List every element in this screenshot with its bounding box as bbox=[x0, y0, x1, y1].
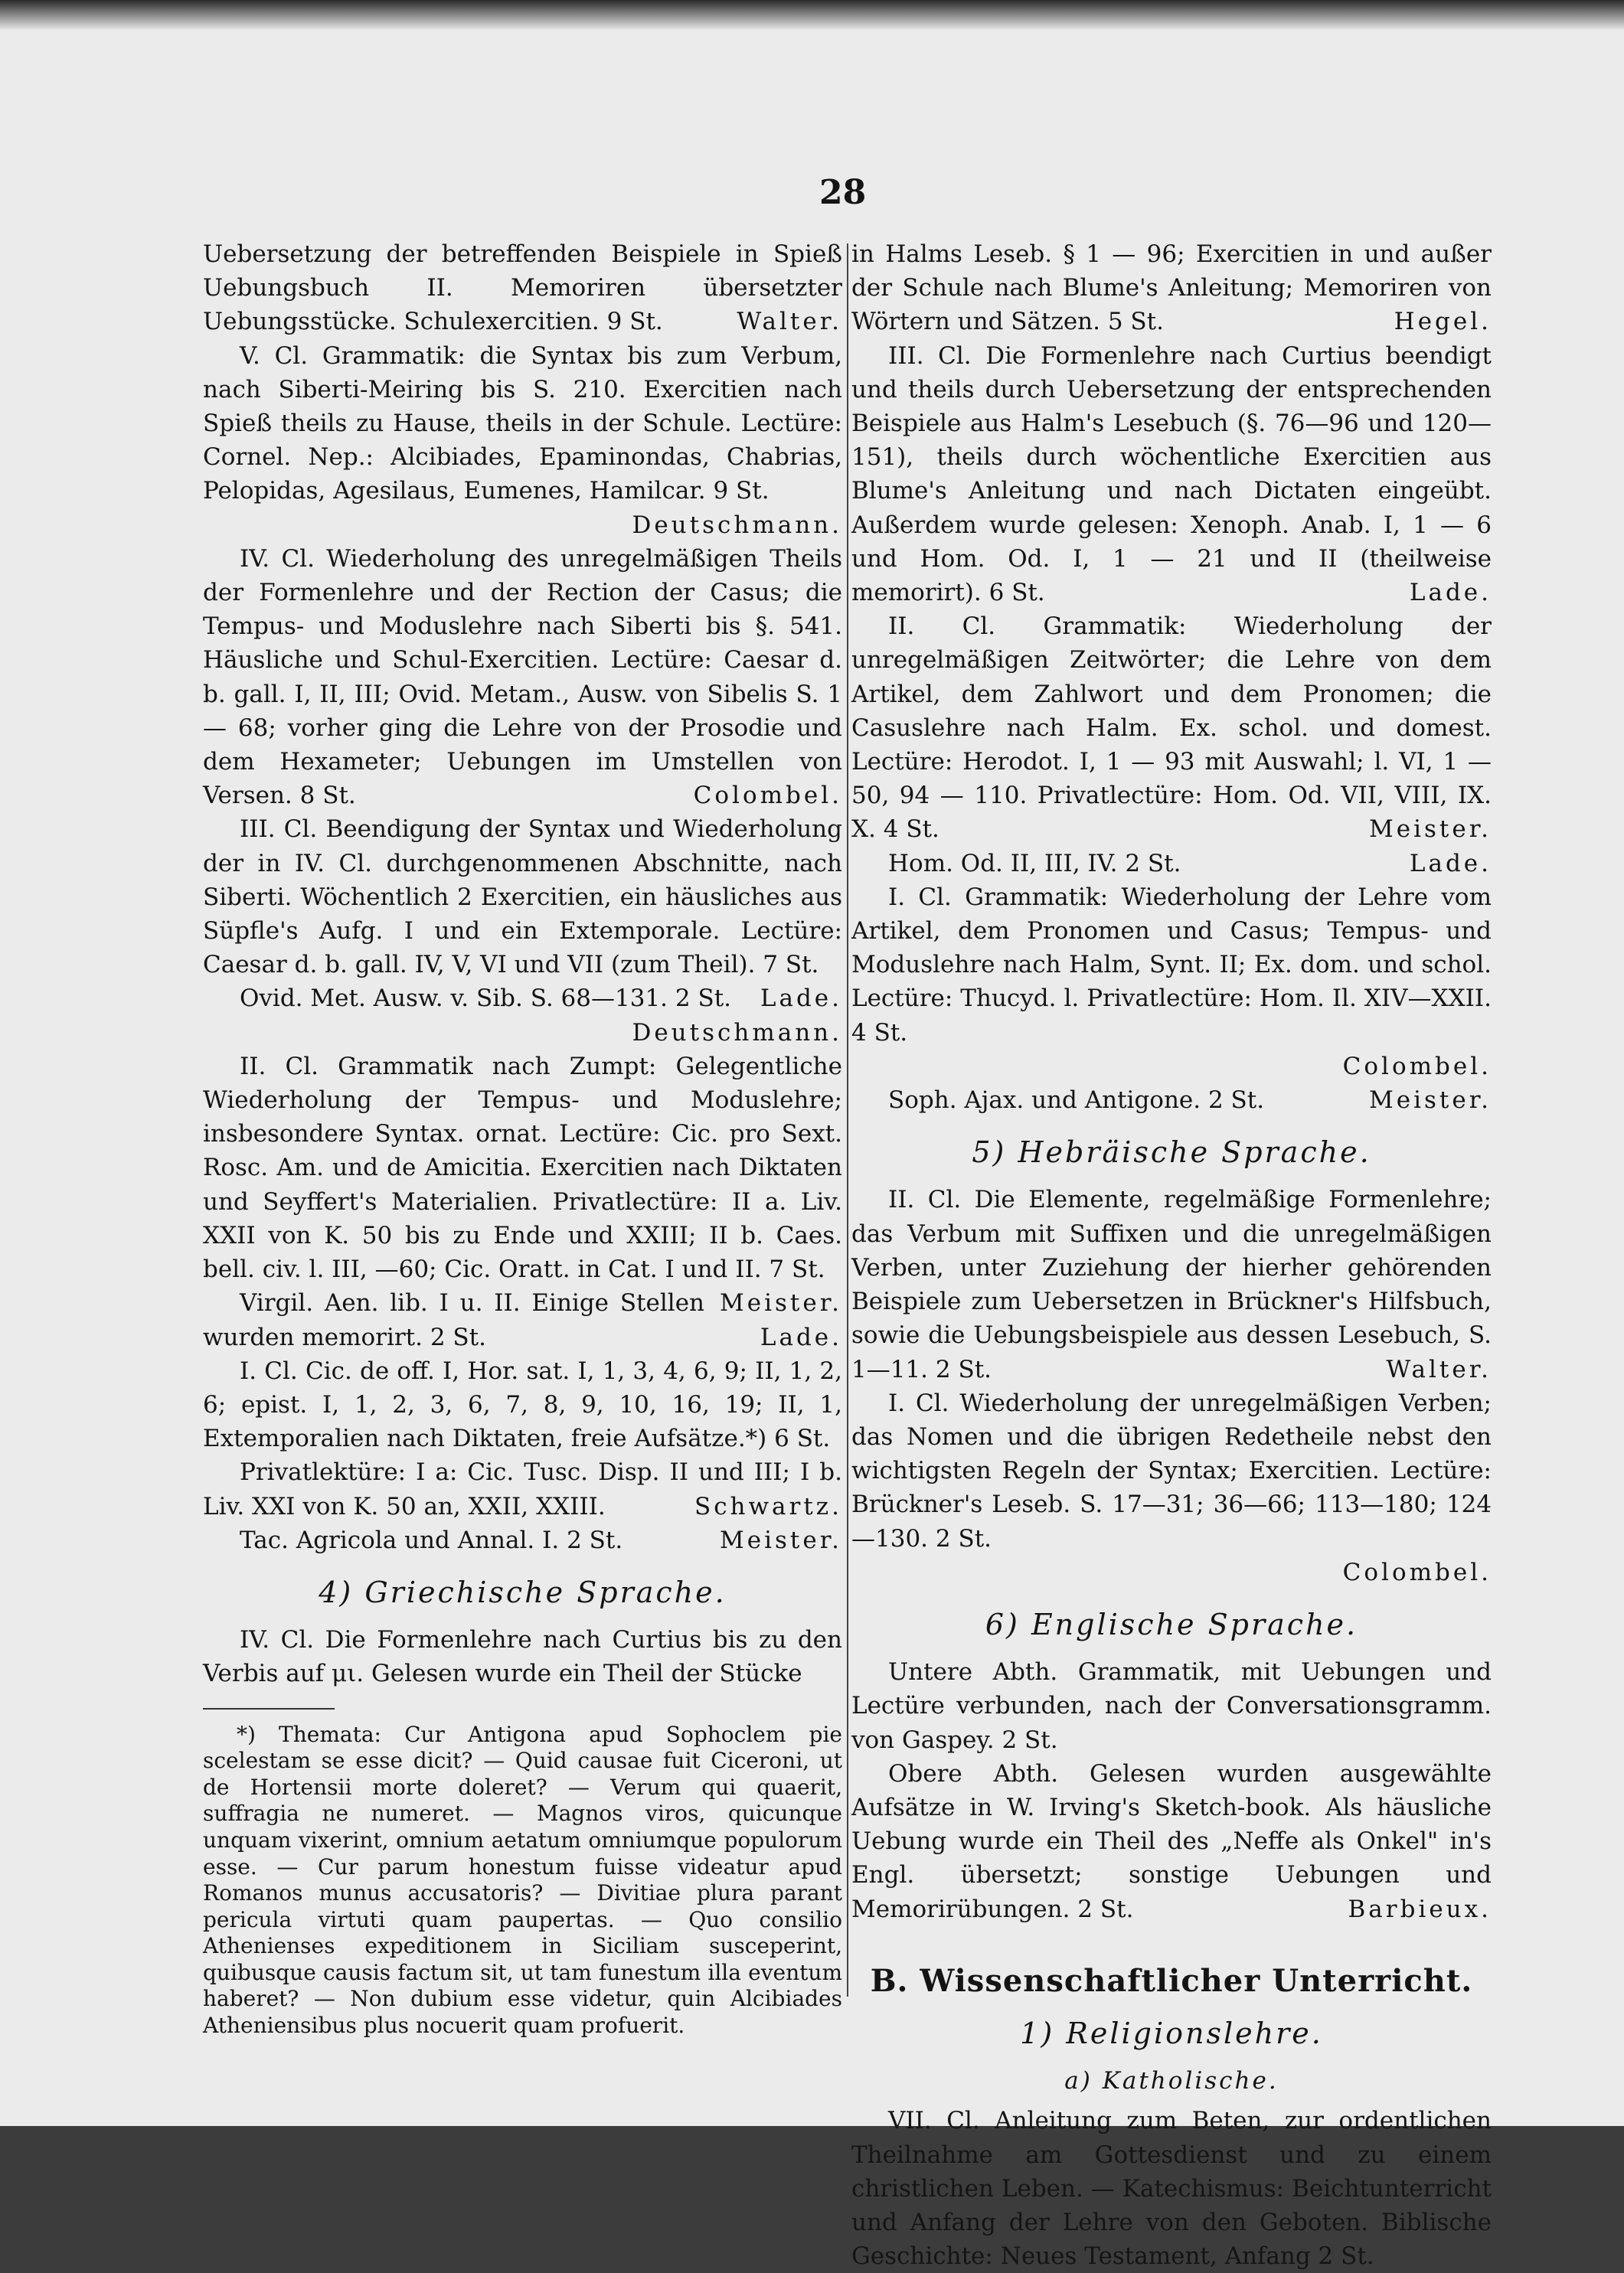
paragraph: III. Cl. Beendigung der Syntax und Wiederholung der in IV. Cl. durchgenommenen Abschnitte, nach Siberti. Wöchentlich 2 Exercitien, ein häusliches aus Süpfle's Aufg. I und ein Extemporale. Lectüre: Caesar d. b. gall. IV, V, VI und VII (zum Theil). 7 St. Lade. bbox=[203, 812, 842, 981]
teacher-signature: Meister. bbox=[720, 1289, 842, 1318]
teacher-signature: Hegel. bbox=[1394, 308, 1492, 336]
teacher-signature: Colombel. bbox=[693, 782, 842, 810]
paragraph: in Halms Leseb. § 1 — 96; Exercitien in und außer der Schule nach Blume's Anleitung; Memoriren von Wörtern und Sätzen. 5 St. Hegel. bbox=[851, 237, 1492, 339]
paragraph: Untere Abth. Grammatik, mit Uebungen und Lectüre verbunden, nach der Conversationsgramm. von Gaspey. 2 St. bbox=[851, 1658, 1492, 1754]
paragraph: IV. Cl. Wiederholung des unregelmäßigen Theils der Formenlehre und der Rection der Casus; die Tempus- und Moduslehre nach Siberti bis §. 541. Häusliche und Schul-Exercitien. Lectüre: Caesar d. b. gall. I, II, III; Ovid. Metam., Ausw. von Sibelis S. 1 — 68; vorher ging die Lehre von der Prosodie und dem Hexameter; Uebungen im Umstellen von Versen. 8 St. Colombel. bbox=[203, 542, 842, 813]
teacher-signature: Meister. bbox=[720, 1526, 842, 1554]
teacher-signature: Lade. bbox=[760, 1323, 842, 1351]
paragraph: IV. Cl. Die Formenlehre nach Curtius bis zu den Verbis auf μι. Gelesen wurde ein Theil der Stücke bbox=[203, 1626, 842, 1688]
subheading-catholic: a) Katholische. bbox=[1064, 2067, 1279, 2095]
paragraph: Ovid. Met. Ausw. v. Sib. S. 68—131. 2 St. bbox=[240, 985, 732, 1013]
paragraph: II. Cl. Grammatik nach Zumpt: Gelegentliche Wiederholung der Tempus- und Moduslehre; insbesondere Syntax. ornat. Lectüre: Cic. pro Sext. Rosc. Am. und de Amicitia. Exercitien nach Diktaten und Seyffert's Materialien. Privatlectüre: II a. Liv. XXII von K. 50 bis zu Ende und XXIII; II b. Caes. bell. civ. l. III, —60; Cic. Oratt. in Cat. I und II. 7 St. Meister. bbox=[203, 1050, 842, 1286]
paragraph: Tac. Agricola und Annal. I. 2 St. Meister. bbox=[203, 1523, 842, 1557]
teacher-signature: Meister. bbox=[1369, 1086, 1492, 1115]
page-number: 28 bbox=[819, 173, 867, 212]
paragraph: Hom. Od. II, III, IV. 2 St. Lade. bbox=[851, 847, 1492, 880]
paragraph: I. Cl. Grammatik: Wiederholung der Lehre vom Artikel, dem Pronomen und Casus; Tempus- und Moduslehre nach Halm, Synt. II; Ex. dom. und schol. Lectüre: Thucyd. l. Privatlectüre: Hom. Il. XIV—XXII. 4 St. bbox=[851, 883, 1492, 1047]
paragraph: II. Cl. Grammatik: Wiederholung der unregelmäßigen Zeitwörter; die Lehre von dem Artikel, dem Zahlwort und dem Pronomen; die Casuslehre nach Halm. Ex. schol. und domest. Lectüre: Herodot. I, 1 — 93 mit Auswahl; l. VI, 1 — 50, 94 — 110. Privatlectüre: Hom. Od. VII, VIII, IX. X. 4 St. Meister. bbox=[851, 609, 1492, 846]
footnote-rule bbox=[203, 1708, 335, 1710]
paragraph: Virgil. Aen. lib. I u. II. Einige Stellen wurden memorirt. 2 St. Lade. bbox=[203, 1286, 842, 1354]
teacher-signature: Meister. bbox=[1369, 815, 1492, 844]
scan-edge bbox=[0, 0, 1624, 31]
section-heading-hebrew: 5) Hebräische Sprache. bbox=[972, 1135, 1371, 1170]
paragraph: I. Cl. Wiederholung der unregelmäßigen Verben; das Nomen und die übrigen Redetheile nebst den wichtigsten Regeln der Syntax; Exercitien. Lectüre: Brückner's Leseb. S. 17—31; 36—66; 113—180; 124—130. 2 St. bbox=[851, 1389, 1492, 1553]
teacher-signature: Walter. bbox=[737, 308, 842, 336]
paragraph: V. Cl. Grammatik: die Syntax bis zum Verbum, nach Siberti-Meiring bis S. 210. Exercitien nach Spieß theils zu Hause, theils in der Schule. Lectüre: Cornel. Nep.: Alcibiades, Epaminondas, Chabrias, Pelopidas, Agesilaus, Eumenes, Hamilcar. 9 St. bbox=[203, 341, 842, 505]
teacher-signature: Schwartz. bbox=[694, 1492, 842, 1520]
teacher-signature: Lade. bbox=[760, 985, 842, 1013]
section-heading-b: B. Wissenschaftlicher Unterricht. bbox=[870, 1962, 1473, 1999]
paragraph: VII. Cl. Anleitung zum Beten, zur ordentlichen Theilnahme am Gottesdienst und zu einem christlichen Leben. — Katechismus: Beichtunterricht und Anfang der Lehre von den Geboten. Biblische Geschichte: Neues Testament, Anfang 2 St. bbox=[851, 2107, 1492, 2271]
teacher-signature: Barbieux. bbox=[1348, 1895, 1492, 1923]
paragraph: Uebersetzung der betreffenden Beispiele in Spieß Uebungsbuch II. Memoriren übersetzter Uebungsstücke. Schulexercitien. 9 St. Walter. bbox=[203, 237, 842, 339]
teacher-signature: Colombel. bbox=[1342, 1558, 1492, 1586]
column-divider bbox=[847, 243, 848, 1997]
right-column bbox=[851, 237, 1492, 2273]
paragraph: I. Cl. Cic. de off. I, Hor. sat. I, 1, 3, 4, 6, 9; II, 1, 2, 6; epist. I, 1, 2, 3, 6, 7, 8, 9, 10, 16, 19; II, 1, Extemporalien nach Diktaten, freie Aufsätze.*) 6 St. bbox=[203, 1357, 842, 1453]
footnote-text: *) Themata: Cur Antigona apud Sophoclem pie scelestam se esse dicit? — Quid causae fuit Ciceroni, ut de Hortensii morte doleret? — Verum qui quaerit, suffragia ne numeret. — Magnos viros, quicunque unquam vixerint, omnium aetatum omniumque populorum esse. — Cur parum honestum fuisse videatur apud Romanos munus accusatoris? — Divitiae plura parant pericula virtuti quam paupertas. — Quo consilio Athenienses expeditionem in Siciliam susceperint, quibusque causis factum sit, ut tam funestum illa eventum haberet? — Non dubium esse videtur, quin Alcibiades Atheniensibus plus nocuerit quam profuerit. bbox=[203, 1721, 842, 2039]
paragraph: Soph. Ajax. und Antigone. 2 St. Meister. bbox=[851, 1083, 1492, 1117]
teacher-signature: Lade. bbox=[1409, 849, 1492, 877]
teacher-signature: Walter. bbox=[1386, 1355, 1492, 1383]
teacher-signature: Colombel. bbox=[1342, 1052, 1492, 1080]
section-heading-religion: 1) Religionslehre. bbox=[1020, 2016, 1323, 2050]
section-heading-greek: 4) Griechische Sprache. bbox=[319, 1575, 727, 1609]
paragraph: Obere Abth. Gelesen wurden ausgewählte Aufsätze in W. Irving's Sketch-book. Als häusliche Uebung wurde ein Theil des „Neffe als Onkel" in's Engl. übersetzt; sonstige Uebungen und Memorirübungen. 2 St. Barbieux. bbox=[851, 1757, 1492, 1926]
paragraph: Privatlektüre: I a: Cic. Tusc. Disp. II und III; I b. Liv. XXI von K. 50 an, XXII, XXIII. Schwartz. bbox=[203, 1455, 842, 1523]
section-heading-english: 6) Englische Sprache. bbox=[985, 1607, 1358, 1641]
paragraph: III. Cl. Die Formenlehre nach Curtius beendigt und theils durch Uebersetzung der entsprechenden Beispiele aus Halm's Lesebuch (§. 76—96 und 120—151), theils durch wöchentliche Exercitien aus Blume's Anleitung und nach Dictaten eingeübt. Außerdem wurde gelesen: Xenoph. Anab. I, 1 — 6 und Hom. Od. I, 1 — 21 und II (theilweise memorirt). 6 St. Lade. bbox=[851, 339, 1492, 610]
left-column bbox=[203, 237, 842, 2039]
footnote bbox=[203, 1722, 842, 2039]
paragraph: II. Cl. Die Elemente, regelmäßige Formenlehre; das Verbum mit Suffixen und die unregelmäßigen Verben, unter Zuziehung der hierher gehörenden Beispiele zum Uebersetzen in Brückner's Hilfsbuch, sowie die Uebungsbeispiele aus dessen Lesebuch, S. 1—11. 2 St. Walter. bbox=[851, 1183, 1492, 1386]
teacher-signature: Deutschmann. bbox=[632, 511, 842, 539]
teacher-signature: Lade. bbox=[1409, 579, 1492, 607]
teacher-signature: Deutschmann. bbox=[632, 1018, 842, 1047]
